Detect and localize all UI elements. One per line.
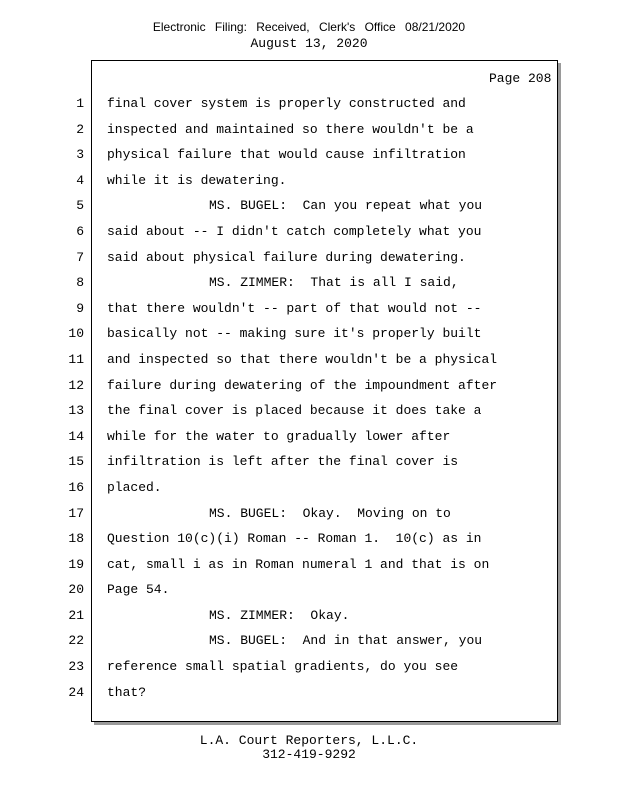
transcript-line bbox=[0, 602, 618, 628]
transcript-line bbox=[0, 346, 618, 372]
transcript-line bbox=[0, 397, 618, 423]
line-text: placed. bbox=[107, 479, 162, 495]
line-text: basically not -- making sure it's properly built bbox=[107, 326, 482, 342]
line-number: 21 bbox=[68, 607, 84, 623]
line-number: 9 bbox=[76, 300, 84, 316]
transcript-line bbox=[0, 423, 618, 449]
line-text: and inspected so that there wouldn't be a physical bbox=[107, 351, 498, 367]
transcript-line bbox=[0, 218, 618, 244]
transcript-line bbox=[0, 525, 618, 551]
line-number: 11 bbox=[68, 351, 84, 367]
line-number: 5 bbox=[76, 198, 84, 214]
line-number: 24 bbox=[68, 684, 84, 700]
line-text: MS. ZIMMER: That is all I said, bbox=[209, 275, 459, 291]
line-number: 16 bbox=[68, 479, 84, 495]
transcript-line bbox=[0, 244, 618, 270]
line-number: 18 bbox=[68, 531, 84, 547]
transcript-line bbox=[0, 116, 618, 142]
line-number: 15 bbox=[68, 454, 84, 470]
line-number: 19 bbox=[68, 556, 84, 572]
transcript-line bbox=[0, 192, 618, 218]
transcript-line bbox=[0, 320, 618, 346]
line-text: MS. BUGEL: Can you repeat what you bbox=[209, 198, 483, 214]
line-text: reference small spatial gradients, do you see bbox=[107, 659, 459, 675]
line-text: inspected and maintained so there wouldn't be a bbox=[107, 121, 474, 137]
transcript-line bbox=[0, 269, 618, 295]
line-text: that there wouldn't -- part of that would not -- bbox=[107, 300, 482, 316]
line-number: 8 bbox=[76, 275, 84, 291]
line-number: 3 bbox=[76, 147, 84, 163]
line-text: that? bbox=[107, 684, 147, 700]
line-text: Page 54. bbox=[107, 582, 170, 598]
line-number: 6 bbox=[76, 223, 84, 239]
line-number: 4 bbox=[76, 172, 84, 188]
line-number: 12 bbox=[68, 377, 84, 393]
line-number: 1 bbox=[76, 96, 84, 111]
transcript-line bbox=[0, 295, 618, 321]
transcript-lines bbox=[0, 90, 618, 704]
line-number: 10 bbox=[68, 326, 84, 342]
transcript-line bbox=[0, 679, 618, 705]
line-text: said about physical failure during dewatering. bbox=[107, 249, 466, 265]
transcript-line bbox=[0, 500, 618, 526]
transcript-line bbox=[0, 372, 618, 398]
transcript-line bbox=[0, 141, 618, 167]
footer-phone: 312-419-9292 bbox=[262, 747, 356, 762]
line-text: cat, small i as in Roman numeral 1 and that is on bbox=[107, 556, 490, 572]
transcript-line bbox=[0, 167, 618, 193]
transcript-line bbox=[0, 576, 618, 602]
line-text: final cover system is properly constructed and bbox=[107, 96, 466, 111]
transcript-line bbox=[0, 627, 618, 653]
line-number: 17 bbox=[68, 505, 84, 521]
line-text: MS. ZIMMER: Okay. bbox=[209, 607, 350, 623]
line-text: physical failure that would cause infiltration bbox=[107, 147, 466, 163]
line-number: 2 bbox=[76, 121, 84, 137]
line-number: 23 bbox=[68, 659, 84, 675]
filing-stamp: Electronic Filing: Received, Clerk's Office 08/21/2020 bbox=[152, 20, 466, 34]
line-text: while for the water to gradually lower after bbox=[107, 428, 451, 444]
page-number: Page 208 bbox=[489, 71, 552, 86]
line-text: failure during dewatering of the impoundment after bbox=[107, 377, 498, 393]
transcript-line bbox=[0, 448, 618, 474]
line-text: infiltration is left after the final cover is bbox=[107, 454, 459, 470]
line-number: 13 bbox=[68, 403, 84, 419]
line-number: 22 bbox=[68, 633, 84, 649]
line-text: MS. BUGEL: And in that answer, you bbox=[209, 633, 483, 649]
line-number: 7 bbox=[76, 249, 84, 265]
line-number: 14 bbox=[68, 428, 84, 444]
line-text: the final cover is placed because it does take a bbox=[107, 403, 482, 419]
transcript-date: August 13, 2020 bbox=[250, 36, 368, 51]
line-text: said about -- I didn't catch completely what you bbox=[107, 223, 482, 239]
line-text: while it is dewatering. bbox=[107, 172, 287, 188]
line-text: MS. BUGEL: Okay. Moving on to bbox=[209, 505, 451, 521]
footer-company: L.A. Court Reporters, L.L.C. bbox=[199, 733, 419, 748]
transcript-line bbox=[0, 474, 618, 500]
transcript-line bbox=[0, 90, 618, 116]
line-number: 20 bbox=[68, 582, 84, 598]
transcript-line bbox=[0, 653, 618, 679]
transcript-line bbox=[0, 551, 618, 577]
line-text: Question 10(c)(i) Roman -- Roman 1. 10(c) as in bbox=[107, 531, 482, 547]
